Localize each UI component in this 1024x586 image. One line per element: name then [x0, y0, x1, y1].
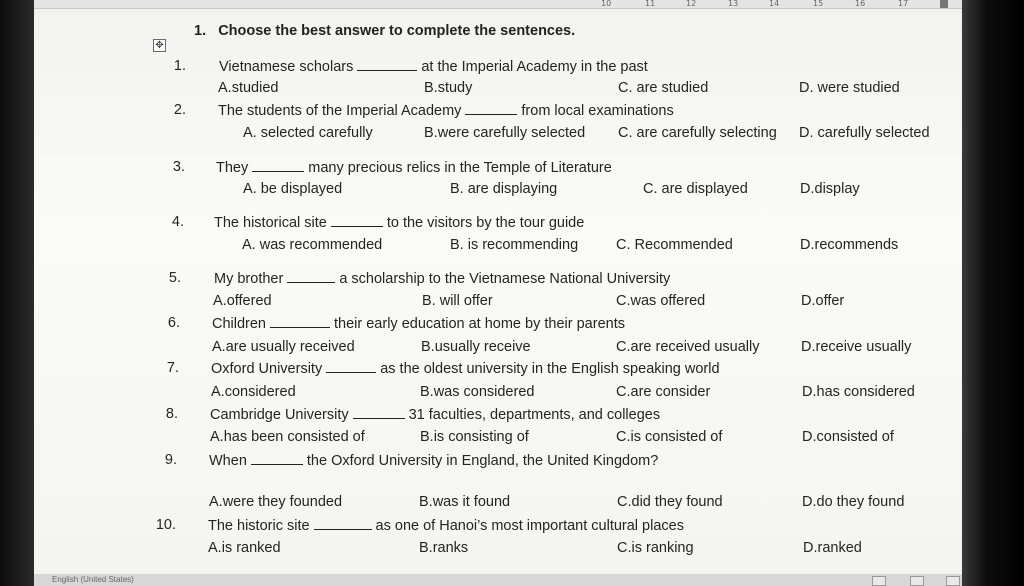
question-number: 4. — [171, 214, 184, 230]
answer-option-d: D.ranked — [803, 540, 862, 556]
answer-option-c: C. are studied — [618, 80, 709, 96]
question-sentence — [212, 313, 625, 334]
answer-options — [34, 123, 962, 143]
answer-option-a: A.studied — [218, 80, 279, 96]
sentence-start: The students of the Imperial Academy — [218, 103, 462, 119]
ruler-number: 16 — [855, 0, 866, 8]
answer-option-d: D.offer — [801, 293, 845, 309]
question-sentence — [209, 450, 658, 471]
answer-blank — [331, 212, 383, 227]
screen-bezel-left — [0, 0, 34, 586]
question-number: 2. — [173, 102, 186, 118]
answer-options — [34, 382, 962, 402]
sentence-end: the Oxford University in England, the United Kingdom? — [306, 453, 659, 469]
ruler-number: 12 — [686, 0, 697, 8]
question-stem — [34, 450, 962, 470]
answer-option-a: A.offered — [213, 293, 272, 309]
answer-option-b: B.was considered — [420, 384, 535, 400]
question-sentence — [214, 212, 584, 233]
status-bar — [34, 574, 962, 586]
sentence-start: Oxford University — [211, 361, 323, 377]
ruler-number: 13 — [728, 0, 739, 8]
answer-option-d: D.recommends — [800, 237, 899, 253]
language-indicator[interactable]: English (United States) — [52, 575, 134, 584]
answer-option-c: C.is ranking — [617, 540, 694, 556]
read-mode-icon[interactable] — [872, 576, 886, 586]
answer-option-a: A. be displayed — [243, 181, 343, 197]
answer-option-d: D.consisted of — [802, 429, 894, 445]
ruler-number: 17 — [898, 0, 909, 8]
sentence-end: from local examinations — [521, 103, 674, 119]
answer-option-b: B. will offer — [422, 293, 493, 309]
ruler-number: 15 — [813, 0, 824, 8]
answer-options — [34, 235, 962, 255]
answer-option-c: C.was offered — [616, 293, 706, 309]
answer-blank — [251, 450, 303, 465]
horizontal-ruler[interactable] — [34, 0, 962, 9]
question-number: 1. — [173, 58, 186, 74]
answer-option-b: B.usually receive — [421, 339, 531, 355]
answer-option-c: C.is consisted of — [616, 429, 723, 445]
screen-bezel-right — [962, 0, 1024, 586]
sentence-start: The historic site — [208, 518, 310, 534]
answer-option-d: D.receive usually — [801, 339, 912, 355]
web-layout-icon[interactable] — [946, 576, 960, 586]
answer-option-a: A.were they founded — [209, 494, 343, 510]
sentence-start: They — [216, 160, 249, 176]
sentence-end: to the visitors by the tour guide — [386, 215, 585, 231]
question-stem — [34, 358, 962, 378]
question-number: 9. — [164, 452, 177, 468]
question-number: 10. — [155, 517, 176, 533]
sentence-end: many precious relics in the Temple of Literature — [308, 160, 612, 176]
question-stem — [34, 100, 962, 120]
sentence-start: Vietnamese scholars — [219, 59, 354, 75]
answer-blank — [465, 100, 517, 115]
answer-options — [34, 179, 962, 199]
question-sentence — [219, 56, 648, 77]
answer-option-a: A.considered — [211, 384, 296, 400]
answer-blank — [252, 157, 304, 172]
answer-option-c: C.are consider — [616, 384, 711, 400]
question-sentence — [218, 100, 674, 121]
question-sentence — [211, 358, 720, 379]
answer-blank — [270, 313, 330, 328]
ruler-number: 10 — [601, 0, 612, 8]
question-stem — [34, 404, 962, 424]
exercise-heading — [194, 23, 575, 39]
answer-option-d: D. were studied — [799, 80, 900, 96]
sentence-start: The historical site — [214, 215, 327, 231]
question-sentence — [216, 157, 612, 178]
answer-blank — [314, 515, 372, 530]
answer-option-c: C. are carefully selecting — [618, 125, 777, 141]
question-number: 7. — [166, 360, 179, 376]
sentence-start: When — [209, 453, 247, 469]
answer-option-a: A.is ranked — [208, 540, 281, 556]
heading-text: Choose the best answer to complete the sentences. — [218, 23, 576, 39]
answer-option-c: C. Recommended — [616, 237, 733, 253]
answer-options — [34, 492, 962, 512]
answer-blank — [353, 404, 405, 419]
question-number: 8. — [165, 406, 178, 422]
print-layout-icon[interactable] — [910, 576, 924, 586]
answer-option-c: C.are received usually — [616, 339, 760, 355]
answer-options — [34, 538, 962, 558]
answer-option-b: B. are displaying — [450, 181, 558, 197]
question-stem — [34, 157, 962, 177]
answer-option-b: B.is consisting of — [420, 429, 529, 445]
question-sentence — [210, 404, 660, 425]
answer-option-d: D. carefully selected — [799, 125, 930, 141]
question-stem — [34, 313, 962, 333]
question-stem — [34, 515, 962, 535]
answer-blank — [357, 56, 417, 71]
answer-option-b: B.study — [424, 80, 473, 96]
sentence-end: their early education at home by their parents — [334, 316, 625, 332]
answer-option-a: A. selected carefully — [243, 125, 373, 141]
answer-options — [34, 337, 962, 357]
sentence-end: as one of Hanoi’s most important cultural places — [375, 518, 684, 534]
question-stem — [34, 56, 962, 76]
answer-option-d: D.display — [800, 181, 860, 197]
answer-options — [34, 78, 962, 98]
sentence-end: 31 faculties, departments, and colleges — [408, 407, 661, 423]
answer-options — [34, 427, 962, 447]
question-stem — [34, 212, 962, 232]
answer-option-c: C. are displayed — [643, 181, 748, 197]
question-number: 5. — [168, 270, 181, 286]
ruler-number: 11 — [645, 0, 656, 8]
answer-option-b: B.were carefully selected — [424, 125, 586, 141]
answer-option-d: D.has considered — [802, 384, 915, 400]
answer-option-b: B.was it found — [419, 494, 511, 510]
answer-option-a: A.has been consisted of — [210, 429, 365, 445]
answer-option-a: A. was recommended — [242, 237, 383, 253]
question-sentence — [214, 268, 670, 289]
question-stem — [34, 268, 962, 288]
answer-option-d: D.do they found — [802, 494, 905, 510]
answer-blank — [287, 268, 335, 283]
answer-option-a: A.are usually received — [212, 339, 355, 355]
question-number: 3. — [172, 159, 185, 175]
sentence-end: at the Imperial Academy in the past — [421, 59, 648, 75]
answer-blank — [326, 358, 376, 373]
document-page[interactable] — [34, 0, 962, 574]
sentence-end: a scholarship to the Vietnamese National University — [339, 271, 671, 287]
answer-option-c: C.did they found — [617, 494, 723, 510]
question-sentence — [208, 515, 684, 536]
sentence-start: Children — [212, 316, 266, 332]
ruler-number: 14 — [769, 0, 780, 8]
sentence-end: as the oldest university in the English speaking world — [380, 361, 720, 377]
heading-number: 1. — [194, 23, 207, 39]
table-move-handle-icon[interactable]: ✥ — [153, 39, 166, 52]
question-number: 6. — [167, 315, 180, 331]
answer-options — [34, 291, 962, 311]
sentence-start: Cambridge University — [210, 407, 349, 423]
sentence-start: My brother — [214, 271, 284, 287]
right-indent-marker[interactable] — [940, 0, 948, 8]
answer-option-b: B.ranks — [419, 540, 469, 556]
answer-option-b: B. is recommending — [450, 237, 579, 253]
